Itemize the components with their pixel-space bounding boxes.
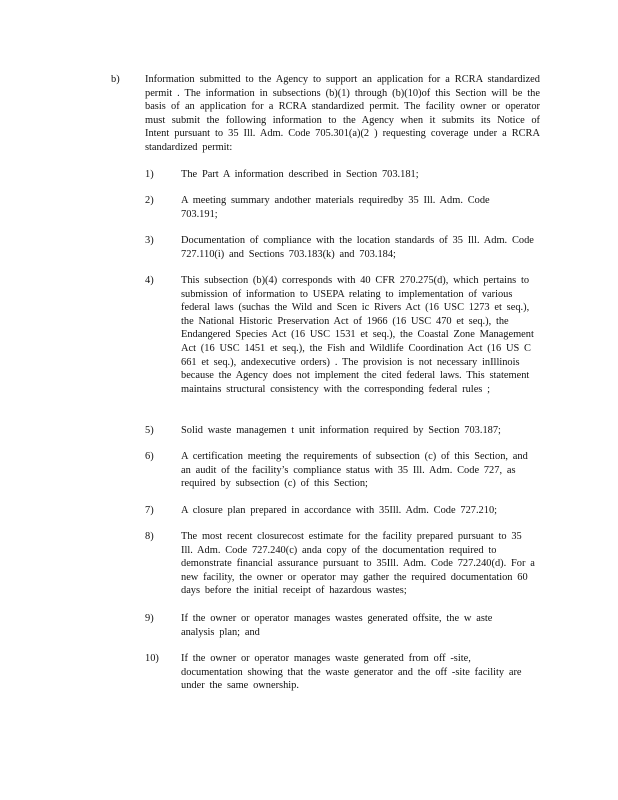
list-item-text: If the owner or operator manages waste generated from off -site, documentation showing that the waste generator and the off -site facility are under the same ownership. (181, 653, 522, 692)
list-item-text: A meeting summary andother materials requiredby 35 Ill. Adm. Code 703.191; (181, 195, 490, 220)
list-item-text: The most recent closurecost estimate for the facility prepared pursuant to 35 Ill. Adm. Code 727.240(c) anda copy of the documentation required to demonstrate financial assurance pursuant to 35Ill. Adm. Code 727.240(d). For a new facility, the owner or operator may gather the required documentation 60 days before the initial receipt of hazardous wastes; (181, 531, 535, 597)
list-item-number: 4) (145, 275, 154, 286)
list-item-number: 7) (145, 505, 154, 516)
subsection-intro-paragraph: Information submitted to the Agency to support an application for a RCRA standardized permit . The information in subsections (b)(1) through (b)(10)of this Section will be the basis of an application for a RCRA standardized permit. The facility owner or operator must submit the following information to the Agency when it submits its Notice of Intent pursuant to 35 Ill. Adm. Code 705.301(a)(2 ) requesting coverage under a RCRA standardized permit: (145, 74, 540, 153)
list-item-number: 5) (145, 425, 154, 436)
list-item-text: Solid waste managemen t unit information required by Section 703.187; (181, 425, 501, 436)
list-item-number: 3) (145, 235, 154, 246)
list-item-text: If the owner or operator manages wastes generated offsite, the w aste analysis plan; and (181, 613, 493, 638)
list-item-text: Documentation of compliance with the location standards of 35 Ill. Adm. Code 727.110(i) and Sections 703.183(k) and 703.184; (181, 235, 534, 260)
list-item-text: A closure plan prepared in accordance with 35Ill. Adm. Code 727.210; (181, 505, 498, 516)
list-item-text: The Part A information described in Section 703.181; (181, 169, 419, 180)
subsection-label: b) (111, 74, 120, 85)
list-item-number: 8) (145, 531, 154, 542)
list-item-number: 10) (145, 653, 159, 664)
list-item-text: A certification meeting the requirements of subsection (c) of this Section, and an audit of the facility’s compliance status with 35 Ill. Adm. Code 727, as required by subsection (c) of this Section; (181, 451, 528, 490)
list-item-number: 1) (145, 169, 154, 180)
list-item-number: 9) (145, 613, 154, 624)
list-item-number: 2) (145, 195, 154, 206)
list-item-number: 6) (145, 451, 154, 462)
list-item-text: This subsection (b)(4) corresponds with 40 CFR 270.275(d), which pertains to submission of information to USEPA relating to implementation of various federal laws (suchas the Wild and Scen ic Rivers Act (16 USC 1273 et seq.), the National Historic Preservation Act of 1966 (16 USC 470 et seq.), the Endangered Species Act (16 USC 1531 et seq.), the Coastal Zone Management Act (16 USC 1451 et seq.), the Fish and Wildlife Coordination Act (16 US C 661 et seq.), andexecutive orders) . The provision is not necessary inIllinois because the Agency does not implement the cited federal laws. This statement maintains structural consistency with the corresponding federal rules ; (181, 275, 534, 395)
